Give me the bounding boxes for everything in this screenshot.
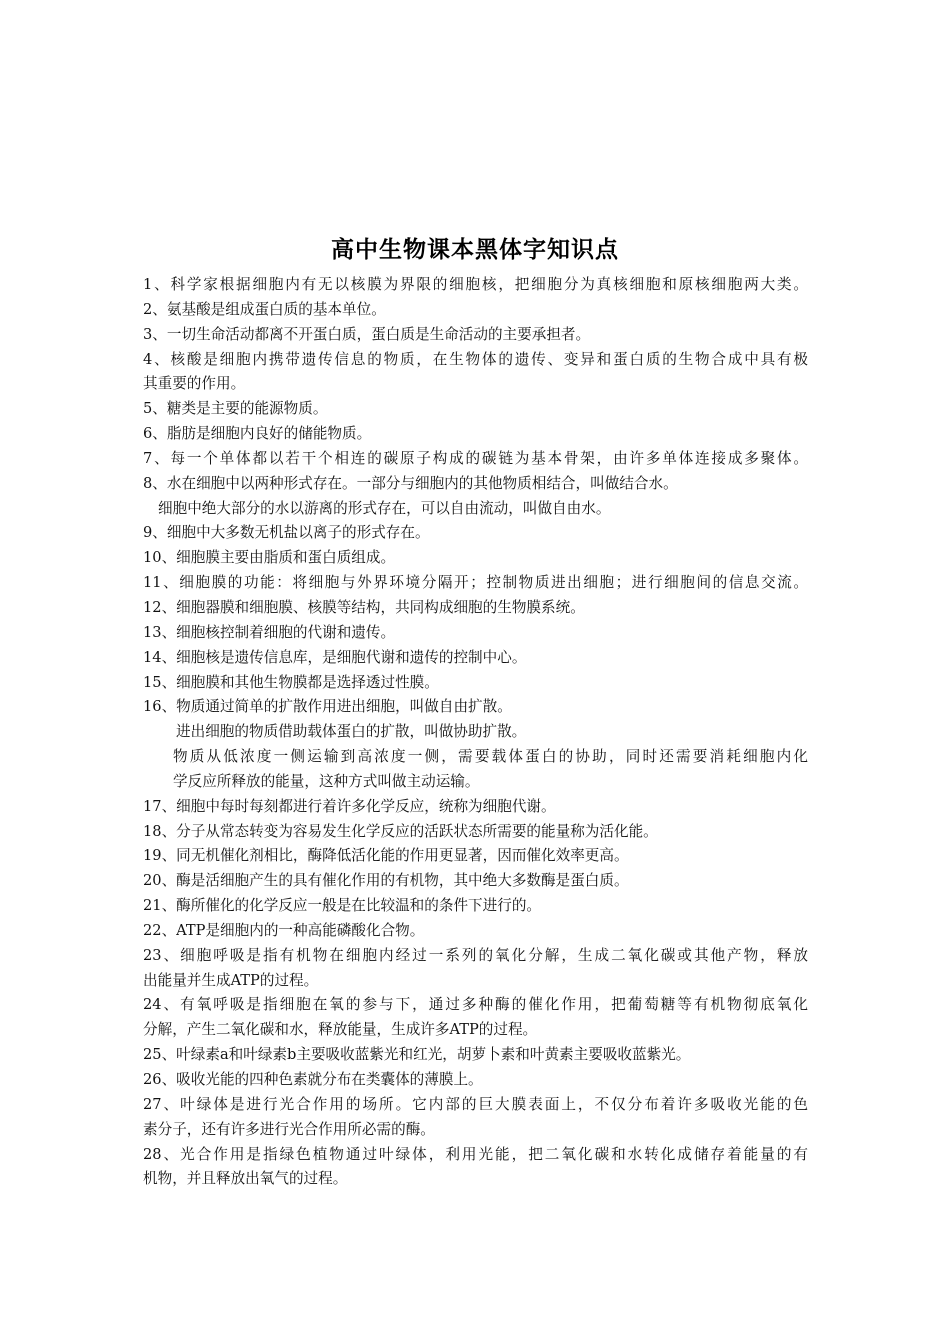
text-line: 24、有氧呼吸是指细胞在氧的参与下，通过多种酶的催化作用，把葡萄糖等有机物彻底氧化 [143, 996, 808, 1014]
text-line: 素分子，还有许多进行光合作用所必需的酶。 [143, 1120, 435, 1138]
text-line: 22、ATP是细胞内的一种高能磷酸化合物。 [143, 921, 425, 939]
text-line: 其重要的作用。 [143, 375, 246, 393]
text-line: 学反应所释放的能量，这种方式叫做主动运输。 [173, 772, 480, 790]
text-line: 9、细胞中大多数无机盐以离子的形式存在。 [143, 524, 430, 542]
text-line: 16、物质通过简单的扩散作用进出细胞，叫做自由扩散。 [143, 698, 512, 716]
text-line: 出能量并生成ATP的过程。 [143, 971, 319, 989]
text-line: 7、每一个单体都以若干个相连的碳原子构成的碳链为基本骨架，由许多单体连接成多聚体。 [143, 449, 808, 467]
text-line: 3、一切生命活动都离不开蛋白质，蛋白质是生命活动的主要承担者。 [143, 325, 591, 343]
text-line: 27、叶绿体是进行光合作用的场所。它内部的巨大膜表面上，不仅分布着许多吸收光能的色 [143, 1095, 808, 1113]
text-line: 17、细胞中每时每刻都进行着许多化学反应，统称为细胞代谢。 [143, 797, 556, 815]
text-line: 19、同无机催化剂相比，酶降低活化能的作用更显著，因而催化效率更高。 [143, 847, 629, 865]
text-line: 28、光合作用是指绿色植物通过叶绿体，利用光能，把二氧化碳和水转化成储存着能量的有 [143, 1145, 808, 1163]
text-line: 机物，并且释放出氧气的过程。 [143, 1170, 348, 1188]
text-line: 12、细胞器膜和细胞膜、核膜等结构，共同构成细胞的生物膜系统。 [143, 598, 585, 616]
text-line: 1、科学家根据细胞内有无以核膜为界限的细胞核，把细胞分为真核细胞和原核细胞两大类。 [143, 276, 808, 293]
text-line: 21、酶所催化的化学反应一般是在比较温和的条件下进行的。 [143, 897, 542, 915]
text-line: 10、细胞膜主要由脂质和蛋白质组成。 [143, 549, 396, 567]
text-line: 2、氨基酸是组成蛋白质的基本单位。 [143, 300, 386, 318]
text-line: 5、糖类是主要的能源物质。 [143, 400, 328, 418]
text-line: 11、细胞膜的功能：将细胞与外界环境分隔开；控制物质进出细胞；进行细胞间的信息交流。 [143, 574, 808, 592]
text-line: 13、细胞核控制着细胞的代谢和遗传。 [143, 623, 396, 641]
document-title: 高中生物课本黑体字知识点 [331, 237, 619, 263]
text-line: 进出细胞的物质借助载体蛋白的扩散，叫做协助扩散。 [176, 723, 527, 741]
text-line: 23、细胞呼吸是指有机物在细胞内经过一系列的氧化分解，生成二氧化碳或其他产物，释放 [143, 946, 808, 964]
text-line: 6、脂肪是细胞内良好的储能物质。 [143, 425, 372, 443]
text-line: 20、酶是活细胞产生的具有催化作用的有机物，其中绝大多数酶是蛋白质。 [143, 872, 629, 890]
text-line: 4、核酸是细胞内携带遗传信息的物质，在生物体的遗传、变异和蛋白质的生物合成中具有极 [143, 350, 808, 368]
document-body [143, 273, 808, 1192]
text-line: 物质从低浓度一侧运输到高浓度一侧，需要载体蛋白的协助，同时还需要消耗细胞内化 [173, 748, 808, 766]
text-line: 分解，产生二氧化碳和水，释放能量，生成许多ATP的过程。 [143, 1021, 538, 1039]
text-line: 8、水在细胞中以两种形式存在。一部分与细胞内的其他物质相结合，叫做结合水。 [143, 474, 678, 492]
text-line: 14、细胞核是遗传信息库，是细胞代谢和遗传的控制中心。 [143, 648, 527, 666]
text-line: 25、叶绿素a和叶绿素b主要吸收蓝紫光和红光，胡萝卜素和叶黄素主要吸收蓝紫光。 [143, 1046, 691, 1064]
text-line: 15、细胞膜和其他生物膜都是选择透过性膜。 [143, 673, 439, 691]
text-line: 18、分子从常态转变为容易发生化学反应的活跃状态所需要的能量称为活化能。 [143, 822, 658, 840]
text-line: 细胞中绝大部分的水以游离的形式存在，可以自由流动，叫做自由水。 [158, 499, 611, 517]
text-line: 26、吸收光能的四种色素就分布在类囊体的薄膜上。 [143, 1071, 483, 1088]
